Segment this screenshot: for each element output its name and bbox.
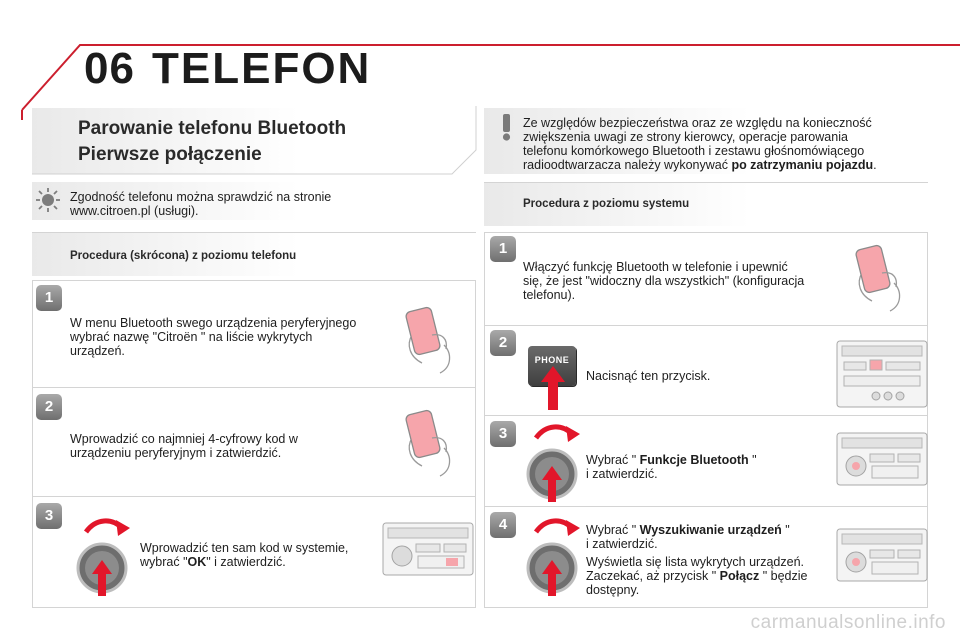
left-divider-1 (32, 387, 476, 388)
left-step1-line3: urządzeń. (70, 344, 125, 358)
right-step4-line3: Wyświetla się lista wykrytych urządzeń. (586, 555, 805, 569)
rotary-knob-icon (522, 512, 592, 602)
left-step1-line2: wybrać nazwę "Citroën " na liście wykrytych (70, 330, 313, 344)
press-arrow-icon (541, 366, 565, 410)
right-step4-suffix: " (781, 523, 790, 537)
right-divider-2 (484, 415, 928, 416)
right-step4-line4 (586, 569, 807, 583)
right-step4-prefix: Wybrać " (586, 523, 640, 537)
rotary-knob-icon (72, 512, 142, 602)
step-badge-1: 1 (36, 285, 62, 311)
left-step1-line1: W menu Bluetooth swego urządzenia peryferyjnego (70, 316, 357, 330)
tip-text-line2: www.citroen.pl (usługi). (70, 204, 199, 218)
right-step3-prefix: Wybrać " (586, 453, 640, 467)
radio-unit-icon (836, 340, 928, 408)
warning-line3: telefonu komórkowego Bluetooth i zestawu głośnomówiącego (523, 144, 865, 158)
radio-unit-icon (836, 528, 928, 582)
step-badge-r1: 1 (490, 236, 516, 262)
warning-line1: Ze względów bezpieczeństwa oraz ze względu na konieczność (523, 116, 872, 130)
tip-icon (36, 188, 66, 218)
step-badge-3: 3 (36, 503, 62, 529)
radio-unit-icon (836, 432, 928, 486)
right-divider-1 (484, 325, 928, 326)
warning-line4 (523, 158, 877, 172)
chapter-title: TELEFON (152, 44, 372, 93)
step-badge-r2: 2 (490, 330, 516, 356)
device-search-label: Wyszukiwanie urządzeń (639, 523, 782, 537)
right-step4-line4-prefix: Zaczekać, aż przycisk " (586, 569, 720, 583)
header-decoration (0, 0, 960, 110)
section-title-line2: Pierwsze połączenie (78, 144, 262, 165)
left-step2-line2: urządzeniu peryferyjnym i zatwierdzić. (70, 446, 282, 460)
phone-in-hand-icon (850, 243, 910, 313)
left-step2-line1: Wprowadzić co najmniej 4-cyfrowy kod w (70, 432, 298, 446)
right-step3-suffix: " (748, 453, 757, 467)
warning-line2: zwiększenia uwagi ze strony kierowcy, operacje parowania (523, 130, 848, 144)
ok-label: OK (187, 555, 207, 569)
warning-line4-suffix: . (873, 158, 877, 172)
step-badge-r4: 4 (490, 512, 516, 538)
phone-in-hand-icon (400, 305, 460, 375)
warning-line4-bold: po zatrzymaniu pojazdu (731, 158, 874, 172)
left-step3-line1: Wprowadzić ten sam kod w systemie, (140, 541, 349, 555)
right-step3-line1 (586, 453, 757, 467)
rotary-knob-icon (522, 418, 592, 508)
left-step3-line2-suffix: " i zatwierdzić. (206, 555, 286, 569)
left-step3-line2-prefix: wybrać " (140, 555, 188, 569)
radio-unit-icon (382, 522, 474, 576)
right-step1-line1: Włączyć funkcję Bluetooth w telefonie i upewnić (523, 260, 788, 274)
left-divider-2 (32, 496, 476, 497)
right-step3-line2: i zatwierdzić. (586, 467, 658, 481)
phone-button-label: PHONE (534, 355, 570, 365)
watermark: carmanualsonline.info (750, 612, 946, 633)
step-badge-r3: 3 (490, 421, 516, 447)
chapter-number: 06 (84, 44, 135, 93)
right-step4-line4-suffix: " będzie (759, 569, 808, 583)
section-title-line1: Parowanie telefonu Bluetooth (78, 118, 347, 139)
exclamation-icon (494, 112, 520, 142)
connect-label: Połącz (719, 569, 760, 583)
step-badge-2: 2 (36, 394, 62, 420)
tip-text-line1: Zgodność telefonu można sprawdzić na stronie (70, 190, 332, 204)
phone-in-hand-icon (400, 408, 460, 478)
left-step3-line2 (140, 555, 286, 569)
warning-line4-prefix: radioodtwarzacza należy wykonywać (523, 158, 732, 172)
right-step4-line5: dostępny. (586, 583, 640, 597)
right-step1-line3: telefonu). (523, 288, 576, 302)
right-step4-line2: i zatwierdzić. (586, 537, 658, 551)
left-procedure-title: Procedura (skrócona) z poziomu telefonu (70, 250, 297, 262)
right-step2-text: Nacisnąć ten przycisk. (586, 369, 711, 383)
right-step1-line2: się, że jest "widoczny dla wszystkich" (konfiguracja (523, 274, 805, 288)
bluetooth-functions-label: Funkcje Bluetooth (639, 453, 749, 467)
right-procedure-title: Procedura z poziomu systemu (523, 198, 690, 210)
right-step4-line1 (586, 523, 790, 537)
